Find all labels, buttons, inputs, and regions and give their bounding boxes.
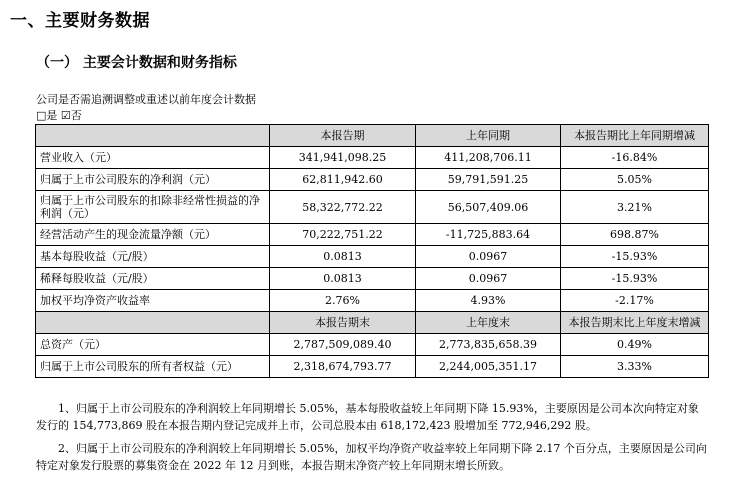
table-row	[36, 169, 709, 191]
checkbox-no-label: 是	[46, 109, 58, 122]
change-value: 3.21%	[561, 191, 709, 224]
table-row	[36, 356, 709, 378]
header-change: 本报告期比上年同期增减	[561, 125, 709, 147]
current-value: 2,787,509,089.40	[270, 334, 416, 356]
table-row	[36, 246, 709, 268]
change-value: 5.05%	[561, 169, 709, 191]
change-value: -15.93%	[561, 246, 709, 268]
change-value: -2.17%	[561, 290, 709, 312]
header-prior-year-end: 上年度末	[416, 312, 561, 334]
row-label: 经营活动产生的现金流量净额（元）	[36, 224, 270, 246]
prior-value: 411,208,706.11	[416, 147, 561, 169]
change-value: 0.49%	[561, 334, 709, 356]
restatement-checkboxes	[36, 107, 82, 123]
prior-value: 0.0967	[416, 246, 561, 268]
header-change: 本报告期末比上年度末增减	[561, 312, 709, 334]
prior-value: 56,507,409.06	[416, 191, 561, 224]
prior-value: 4.93%	[416, 290, 561, 312]
header-blank-cell	[36, 312, 270, 334]
change-value: -15.93%	[561, 268, 709, 290]
financial-data-table	[35, 124, 709, 378]
table-row	[36, 334, 709, 356]
explanation-paragraph-2: 2、归属于上市公司股东的净利润较上年同期增长 5.05%，加权平均净资产收益率较上年同期下降 2.17 个百分点，主要原因是公司向特定对象发行股票的募集资金在 2022 年 12 月到账，本报告期末净资产较上年同期末增长所致。	[36, 442, 707, 472]
row-label: 稀释每股收益（元/股）	[36, 268, 270, 290]
prior-value: 0.0967	[416, 268, 561, 290]
table-row	[36, 191, 709, 224]
row-label: 加权平均净资产收益率	[36, 290, 270, 312]
row-label: 归属于上市公司股东的净利润（元）	[36, 169, 270, 191]
table-header-row	[36, 312, 709, 334]
table-header-row	[36, 125, 709, 147]
change-value: 698.87%	[561, 224, 709, 246]
current-value: 0.0813	[270, 246, 416, 268]
row-label: 营业收入（元）	[36, 147, 270, 169]
prior-value: -11,725,883.64	[416, 224, 561, 246]
subsection-heading: （一） 主要会计数据和财务指标	[36, 55, 237, 71]
checkbox-checked-icon: ☑	[60, 109, 71, 122]
table-row	[36, 147, 709, 169]
current-value: 62,811,942.60	[270, 169, 416, 191]
prior-value: 2,244,005,351.17	[416, 356, 561, 378]
header-current-period: 本报告期	[270, 125, 416, 147]
row-label: 归属于上市公司股东的所有者权益（元）	[36, 356, 270, 378]
current-value: 70,222,751.22	[270, 224, 416, 246]
header-blank-cell	[36, 125, 270, 147]
row-label: 基本每股收益（元/股）	[36, 246, 270, 268]
table-row	[36, 224, 709, 246]
checkbox-empty-icon: □	[36, 109, 47, 122]
current-value: 0.0813	[270, 268, 416, 290]
checkbox-yes-label: 否	[70, 109, 82, 122]
row-label: 归属于上市公司股东的扣除非经常性损益的净利润（元）	[36, 191, 270, 224]
restatement-question: 公司是否需追溯调整或重述以前年度会计数据	[36, 93, 256, 106]
header-prior-period: 上年同期	[416, 125, 561, 147]
change-value: 3.33%	[561, 356, 709, 378]
current-value: 2.76%	[270, 290, 416, 312]
current-value: 2,318,674,793.77	[270, 356, 416, 378]
table-row	[36, 290, 709, 312]
header-period-end: 本报告期末	[270, 312, 416, 334]
prior-value: 59,791,591.25	[416, 169, 561, 191]
table-row	[36, 268, 709, 290]
explanation-paragraph-1: 1、归属于上市公司股东的净利润较上年同期增长 5.05%，基本每股收益较上年同期下降 15.93%，主要原因是公司本次向特定对象发行的 154,773,869 股在本报告期内登记完成并上市，公司总股本由 618,172,423 股增加至 772,946,292 股。	[36, 402, 699, 432]
change-value: -16.84%	[561, 147, 709, 169]
current-value: 58,322,772.22	[270, 191, 416, 224]
current-value: 341,941,098.25	[270, 147, 416, 169]
prior-value: 2,773,835,658.39	[416, 334, 561, 356]
section-heading: 一、主要财务数据	[10, 11, 150, 31]
row-label: 总资产（元）	[36, 334, 270, 356]
